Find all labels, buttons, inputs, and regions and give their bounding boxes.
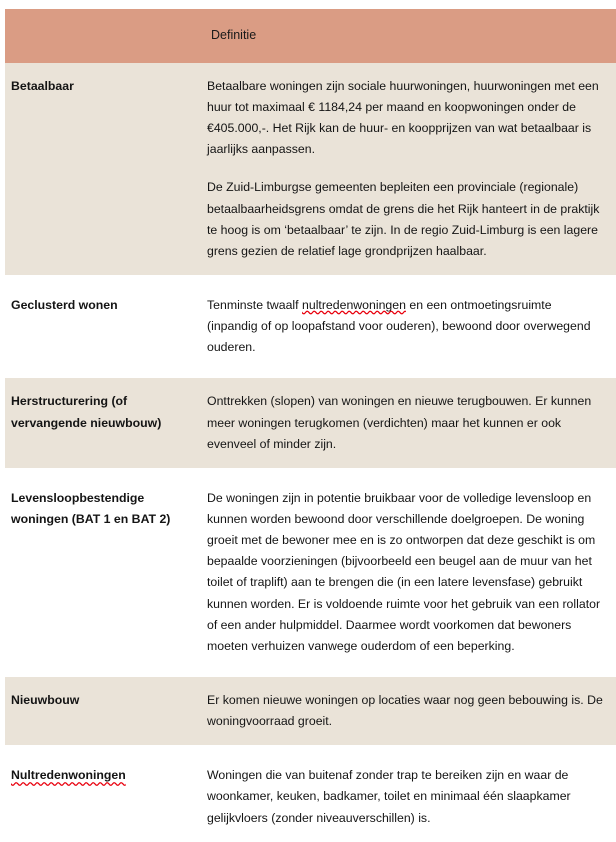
term-label: Nultredenwoningen (11, 768, 126, 783)
table-row (5, 677, 616, 745)
definition-cell (205, 282, 616, 371)
table-body (5, 63, 616, 842)
term-cell (5, 378, 205, 467)
table-row (5, 378, 616, 467)
table-row (5, 63, 616, 275)
definition-paragraph: De woningen zijn in potentie bruikbaar voor de volledige levensloop en kunnen worden bewoond door verschillende doelgroepen. De woning groeit met de bewoner mee en is zo ontworpen dat deze geschikt is om bepaalde voorzieningen (bijvoorbeeld een beugel aan de muur van het toilet of traplift) aan te brengen die (in een latere levensfase) gebruikt kunnen worden. Er is voldoende ruimte voor het gebruik van een rollator of een ander hulpmiddel. Daarmee wordt voorkomen dat bewoners moeten verhuizen vanwege ouderdom of een beperking. (207, 490, 601, 653)
definition-cell (205, 63, 616, 275)
definition-paragraph: Er komen nieuwe woningen op locaties waar nog geen bebouwing is. De woningvoorraad groeit. (207, 692, 603, 729)
definition-cell (205, 475, 616, 670)
term-label: Herstructurering (of vervangende nieuwbouw) (11, 394, 162, 430)
column-header-definition: Definitie (205, 9, 616, 63)
term-label: Nieuwbouw (11, 692, 80, 707)
term-label: Geclusterd wonen (11, 298, 118, 312)
definition-cell (205, 677, 616, 745)
definition-paragraph: Tenminste twaalf nultredenwoningen en een ontmoetingsruimte (inpandig of op loopafstand voor ouderen), bewoond door overwegend ouderen. (207, 298, 591, 355)
term-cell (5, 475, 205, 670)
row-separator (5, 371, 616, 378)
table-row (5, 475, 616, 670)
definition-cell (205, 752, 616, 841)
row-separator (5, 468, 616, 475)
table-header-row (5, 9, 616, 63)
term-cell (5, 282, 205, 371)
term-label: Betaalbaar (11, 78, 74, 93)
definition-paragraph: Betaalbare woningen zijn sociale huurwoningen, huurwoningen met een huur tot maximaal € 1184,24 per maand en koopwoningen onder de €405.000,-. Het Rijk kan de huur- en koopprijzen van wat betaalbaar is jaarlijks aanpassen. (207, 78, 599, 157)
table-row (5, 752, 616, 841)
term-cell (5, 752, 205, 841)
definition-paragraph: De Zuid-Limburgse gemeenten bepleiten een provinciale (regionale) betaalbaarheidsgrens omdat de grens die het Rijk hanteert in de praktijk te hoog is om ‘betaalbaar’ te zijn. In de regio Zuid-Limburg is een lagere grens gezien de relatief lage grondprijzen haalbaar. (207, 180, 600, 258)
row-separator (5, 745, 616, 752)
definition-table (5, 9, 616, 842)
definition-cell (205, 378, 616, 467)
definition-paragraph: Woningen die van buitenaf zonder trap te bereiken zijn en waar de woonkamer, keuken, badkamer, toilet en minimaal één slaapkamer gelijkvloers (zonder niveauverschillen) is. (207, 768, 571, 825)
table-row (5, 282, 616, 371)
column-header-term (5, 9, 205, 63)
spellcheck-word: nultredenwoningen (302, 298, 406, 312)
table-head (5, 9, 616, 63)
term-label: Levensloopbestendige woningen (BAT 1 en BAT 2) (11, 490, 171, 526)
row-separator (5, 275, 616, 282)
term-cell (5, 677, 205, 745)
row-separator (5, 670, 616, 677)
definition-paragraph: Onttrekken (slopen) van woningen en nieuwe terugbouwen. Er kunnen meer woningen terugkomen (verdichten) maar het kunnen er ook evenveel of minder zijn. (207, 394, 592, 451)
term-cell (5, 63, 205, 275)
